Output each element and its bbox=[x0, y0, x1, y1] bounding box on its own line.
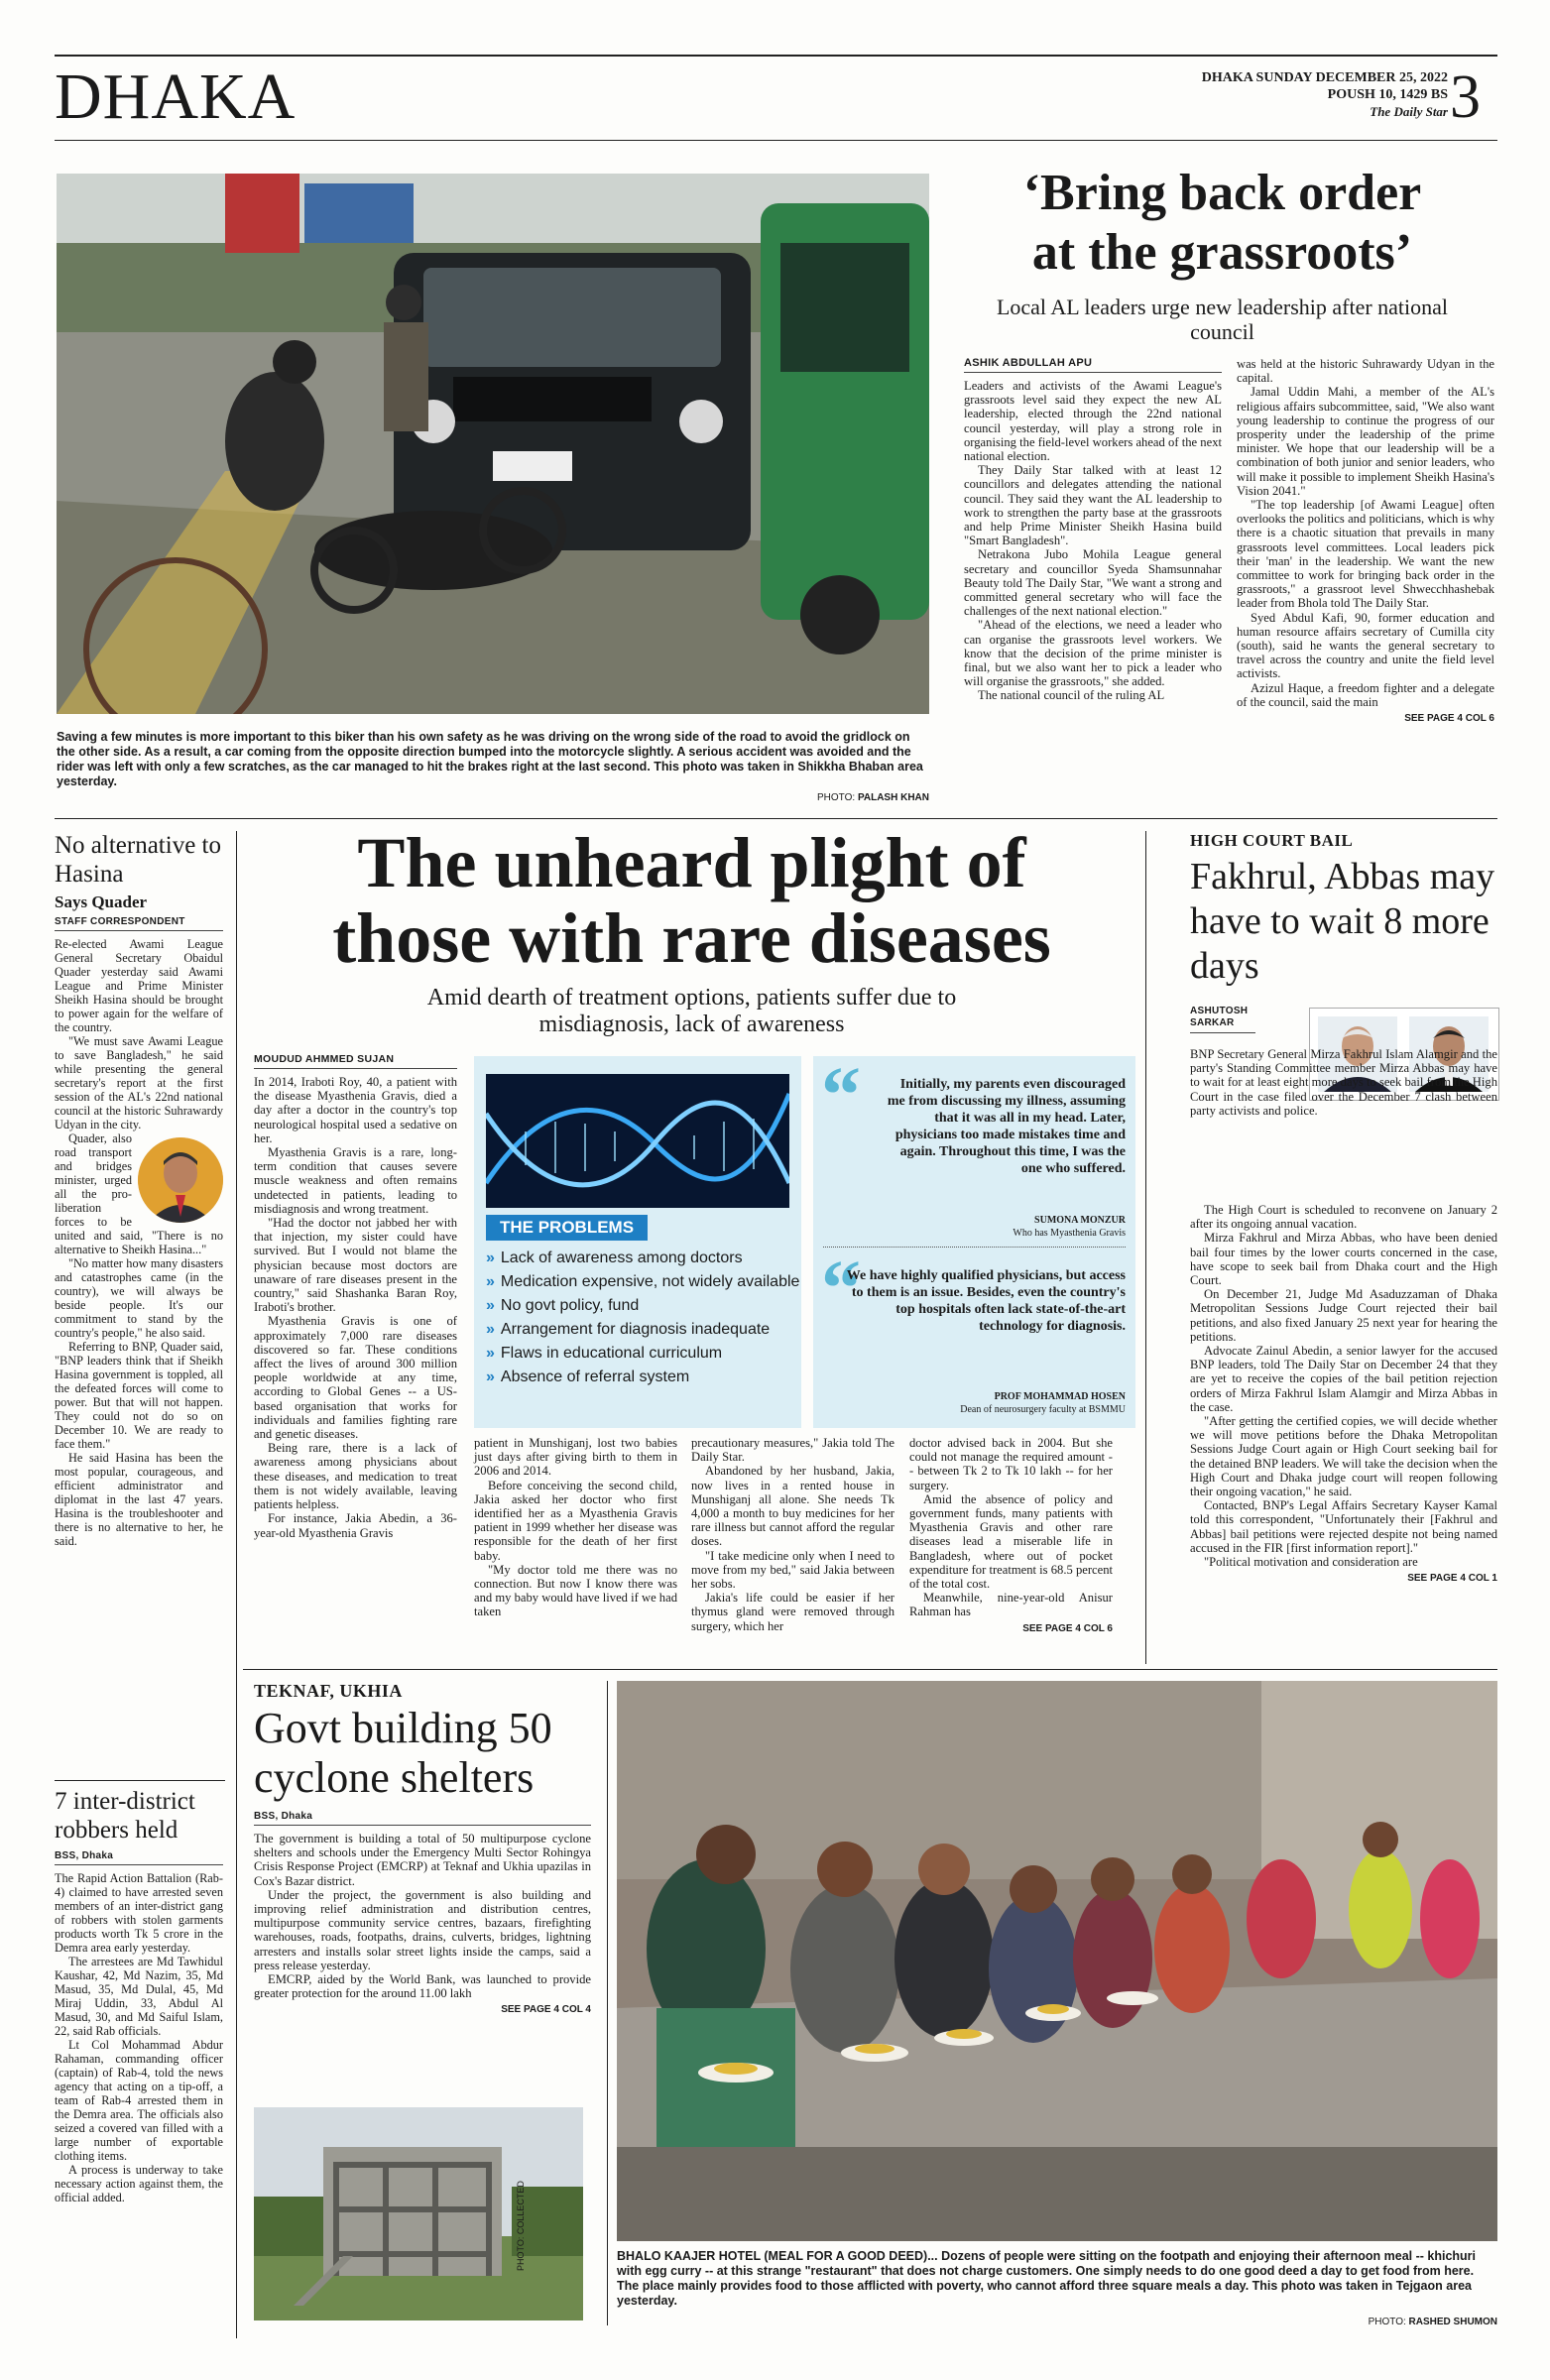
paragraph: "The top leadership [of Awami League] often overlooks the politics and politicians, which is why there is a chaotic situation that prevails in many grassroots level committees. Local leaders pick their 'man' in the leadership. We want the new committee to work for bringing back order in the grassroots," a grassroot level Shwecchhashebak leader from Bhola told The Daily Star. bbox=[1237, 498, 1494, 611]
paragraph: Jamal Uddin Mahi, a member of the AL's religious affairs subcommittee, said, "We also want young leadership to continue the progress of our prosperity under the leadership of the prime minister. We hope that our leadership will be a combination of both junior and senior leaders, who will make it possible to implement Sheikh Hasina's Vision 2041." bbox=[1237, 385, 1494, 498]
left-column-rule bbox=[236, 831, 237, 2338]
fakhrul-text bbox=[1190, 1203, 1497, 1569]
problem-item: » Arrangement for diagnosis inadequate bbox=[486, 1321, 801, 1339]
quader-photo bbox=[138, 1137, 223, 1223]
paragraph: Amid the absence of policy and government funds, many patients with Myasthenia Gravis and other rare diseases lead a miserable life in Bangladesh, where out of pocket expenditure for treatment is 68.5 percent of the total cost. bbox=[909, 1491, 1113, 1592]
grassroots-col2 bbox=[1237, 357, 1494, 724]
quote-mark-icon: “ bbox=[821, 1052, 861, 1139]
traffic-photo-caption: Saving a few minutes is more important to this biker than his own safety as he was driving on the wrong side of the road to avoid the gridlock on the other side. As a result, a car coming from the opposite direction bumped into the motorcycle slightly. A serious accident was avoided and the rider was left with only a few scratches, as the car managed to hit the brakes right at the last second. This photo was taken in Shikkha Bhaban area yesterday. bbox=[57, 730, 923, 788]
quote-1-name: SUMONA MONZUR bbox=[1034, 1215, 1126, 1226]
quote-1: Initially, my parents even discouraged me from discussing my illness, assuming that it was all in my head. Later, physicians too made mistakes time and again. Throughout this time, I was the one who suffered. bbox=[887, 1077, 1126, 1176]
paragraph: Contacted, BNP's Legal Affairs Secretary Kayser Kamal told this correspondent, "Unfortunately their [Fakhrul and Abbas] bail petitions were rejected despite not being named accused in the FIR [first information report]." bbox=[1190, 1498, 1497, 1555]
quader-headline: No alternative to Hasina bbox=[55, 832, 221, 888]
bangla-date: POUSH 10, 1429 BS bbox=[1327, 87, 1448, 102]
rare-headline-line2: those with rare diseases bbox=[332, 898, 1051, 978]
rare-col2-text bbox=[474, 1436, 677, 1619]
section-title: DHAKA bbox=[55, 60, 297, 133]
paragraph: They Daily Star talked with at least 12 councillors and delegates attending the national council. They said they want the AL leadership to work to strengthen the party base at the grassroots and help Prime Minister Sheikh Hasina build "Smart Bangladesh". bbox=[964, 463, 1222, 548]
paragraph: patient in Munshiganj, lost two babies just days after giving birth to them in 2006 and 2014. bbox=[474, 1436, 677, 1479]
grassroots-headline-line1: ‘Bring back order bbox=[1022, 165, 1422, 221]
rare-deck: Amid dearth of treatment options, patients suffer due to misdiagnosis, lack of awareness bbox=[426, 985, 957, 1037]
paragraph: Under the project, the government is also building and improving relief administration and distribution centres, multipurpose community service centres, bazaars, firefighting warehouses, roads, footpaths, drains, culverts, bridges, lightning arresters and installs solar street lights inside the camps, said a press release yesterday. bbox=[254, 1887, 591, 1972]
quote-mark-icon: “ bbox=[821, 1246, 861, 1333]
cyclone-story bbox=[254, 1681, 591, 2015]
quote-2-name: PROF MOHAMMAD HOSEN bbox=[994, 1391, 1126, 1402]
robbers-text bbox=[55, 1871, 223, 2204]
paragraph: Leaders and activists of the Awami League's grassroots level said they expect the new AL leadership, elected through the 22nd national council yesterday, will play a strong role in organising the field-level workers ahead of the next national election. bbox=[964, 379, 1222, 464]
quader-byline: STAFF CORRESPONDENT bbox=[55, 916, 223, 931]
quote-2: We have highly qualified physicians, but access to them is an issue. Besides, even the country's top hospitals often lack state-of-the-art technology for diagnosis. bbox=[846, 1268, 1126, 1334]
mid-rule bbox=[55, 818, 1497, 819]
paragraph: The national council of the ruling AL bbox=[978, 688, 1165, 703]
paragraph: Referring to BNP, Quader said, "BNP leaders think that if Sheikh Hasina government is toppled, all the defeated forces will come to power. But that will not happen. They could not do so on December 10. We are ready to face them." bbox=[55, 1340, 223, 1451]
quader-portrait-illustration bbox=[138, 1137, 223, 1223]
paragraph: A process is underway to take necessary action against them, the official added. bbox=[55, 2163, 223, 2204]
shelter-photo bbox=[254, 2107, 583, 2320]
problem-item: » Absence of referral system bbox=[486, 1368, 801, 1386]
cyclone-byline: BSS, Dhaka bbox=[254, 1811, 591, 1826]
paragraph: Lt Col Mohammad Abdur Rahaman, commanding officer (captain) of Rab-4, told the news agency that acting on a tip-off, a team of Rab-4 arrested them in the Demra area. The officials also seized a covered van filled with a large number of exportable clothing items. bbox=[55, 2038, 223, 2163]
paragraph: Myasthenia Gravis is a rare, long-term condition that causes severe muscle weakness and often remains undetected in patients, leading to misdiagnosis and wrong treatment. bbox=[254, 1145, 457, 1216]
rare-col1-text bbox=[254, 1075, 457, 1540]
paragraph: Myasthenia Gravis is one of approximately 7,000 rare diseases discovered so far. These conditions affect the lives of around 300 million people worldwide at any time, according to Global Genes -- a US-based organisation that works for individuals and families fighting rare and genetic diseases. bbox=[254, 1314, 457, 1442]
quotes-box bbox=[813, 1052, 1135, 1428]
shelter-photo-illustration bbox=[254, 2107, 583, 2320]
paragraph: Abandoned by her husband, Jakia, now lives in a rented house in Munshiganj all alone. She needs Tk 4,000 a month to buy medicines for her rare illness but cannot afford the regular doses. bbox=[691, 1464, 894, 1549]
paragraph: Azizul Haque, a freedom fighter and a delegate of the council, said the main bbox=[1237, 680, 1494, 709]
top-rule bbox=[55, 55, 1497, 57]
rare-col1 bbox=[254, 1053, 457, 1540]
rare-col3 bbox=[691, 1436, 894, 1633]
paragraph: "We must save Awami League to save Bangladesh," he said while presenting the general secretary's report at the first session of the AL's 22nd national council at the historic Suhrawardy Udyan in the city. bbox=[55, 1034, 223, 1131]
paragraph: "After getting the certified copies, we will decide whether we will move petitions before the Dhaka Metropolitan Sessions Judge Court again or High Court seeking bail for the detained BNP leaders. We will take the decision when the High Court and Dhaka judge court will reopen following their ongoing vacation," he said. bbox=[1190, 1414, 1497, 1499]
date-block bbox=[1111, 69, 1448, 120]
paragraph: was held at the historic Suhrawardy Udyan in the capital. bbox=[1237, 357, 1494, 386]
cyclone-rule bbox=[607, 1681, 608, 2325]
problems-box bbox=[474, 1056, 801, 1428]
hotel-photo-illustration bbox=[617, 1681, 1497, 2241]
problem-item: » Flaws in educational curriculum bbox=[486, 1345, 801, 1363]
traffic-photo bbox=[57, 174, 929, 714]
quote-1-role: Who has Myasthenia Gravis bbox=[1013, 1228, 1126, 1239]
paragraph: "No matter how many disasters and catastrophes came (in the country), we will always be beside people. It's our commitment to stand by the country's people," he also said. bbox=[55, 1256, 223, 1340]
quader-text bbox=[55, 937, 223, 1548]
grassroots-col2-text bbox=[1237, 357, 1494, 709]
quader-story bbox=[55, 831, 223, 1548]
date-line: DHAKA SUNDAY DECEMBER 25, 2022 bbox=[1201, 70, 1448, 85]
credit-label: PHOTO: bbox=[817, 792, 856, 803]
robbers-story bbox=[55, 1787, 223, 2204]
problem-item: » Medication expensive, not widely available bbox=[486, 1273, 801, 1291]
fakhrul-story bbox=[1190, 831, 1497, 1118]
paragraph: He said Hasina has been the most popular, courageous, and efficient administrator and diplomat in the last 47 years. Hasina is the troubleshooter and there is no alternative to her, he said. bbox=[55, 1451, 223, 1548]
dna-image bbox=[486, 1074, 789, 1208]
grassroots-byline: ASHIK ABDULLAH APU bbox=[964, 357, 1222, 373]
rare-headline-line1: The unheard plight of bbox=[357, 823, 1026, 902]
paragraph: "Ahead of the elections, we need a leader who can organise the grassroots level workers. We know that the decision of the prime minister is final, but we also want her to pick a leader who will organise the grassroots," she added. bbox=[964, 618, 1222, 689]
paragraph: In 2014, Iraboti Roy, 40, a patient with the disease Myasthenia Gravis, died a day after a doctor in the country's top neurological hospital used a sedative on her. bbox=[254, 1075, 457, 1145]
fakhrul-kicker: HIGH COURT BAIL bbox=[1190, 831, 1354, 850]
cyclone-headline bbox=[254, 1704, 591, 1803]
problems-title: THE PROBLEMS bbox=[486, 1215, 648, 1241]
quader-subhead: Says Quader bbox=[55, 892, 148, 911]
paragraph: Before conceiving the second child, Jakia asked her doctor who first identified her as a Myasthenia Gravis patient in 1999 whether her disease was responsible for the death of her first baby. bbox=[474, 1478, 677, 1563]
quader-divider bbox=[55, 1780, 225, 1781]
cyclone-text bbox=[254, 1832, 591, 2000]
paragraph: Jakia's life could be easier if her thymus gland were removed through surgery, which her bbox=[691, 1591, 894, 1633]
cyclone-headline-line1: Govt building 50 bbox=[254, 1704, 552, 1752]
right-column-rule bbox=[1145, 831, 1146, 1664]
fakhrul-headline: Fakhrul, Abbas may have to wait 8 more days bbox=[1190, 856, 1495, 987]
cyclone-kicker: TEKNAF, UKHIA bbox=[254, 1681, 403, 1701]
traffic-photo-credit bbox=[694, 792, 929, 803]
hotel-photo-credit bbox=[1289, 2317, 1497, 2327]
credit-label: PHOTO: bbox=[1368, 2317, 1406, 2327]
rare-byline: MOUDUD AHMMED SUJAN bbox=[254, 1053, 457, 1069]
paragraph: The government is building a total of 50 multipurpose cyclone shelters and schools under the Emergency Multi Sector Rohingya Crisis Response Project (EMCRP) at Teknaf and Ukhia upazilas in Cox's Bazar district. bbox=[254, 1832, 591, 1888]
paragraph: EMCRP, aided by the World Bank, was launched to provide greater protection for the around 11.00 lakh bbox=[254, 1972, 591, 2001]
paragraph: The arrestees are Md Tawhidul Kaushar, 42, Md Nazim, 35, Md Masud, 35, Md Dulal, 45, Md Miraj Uddin, 33, Abdul Al Masud, 30, and Md Saiful Islam, 22, said Rab officials. bbox=[55, 1955, 223, 2038]
grassroots-headline bbox=[947, 164, 1497, 283]
fakhrul-byline: ASHUTOSH SARKAR bbox=[1190, 1006, 1255, 1033]
paragraph: For instance, Jakia Abedin, a 36-year-old Myasthenia Gravis bbox=[254, 1511, 457, 1540]
paragraph: "Had the doctor not jabbed her with that injection, my sister could have survived. But I would not blame the physician because most doctors are unaware of rare diseases present in the country," said Shashanka Baran Roy, Iraboti's brother. bbox=[254, 1216, 457, 1315]
paper-name: The Daily Star bbox=[1370, 104, 1448, 119]
paragraph: Syed Abdul Kafi, 90, former education and human resource affairs secretary of Cumilla city (south), said he wants the general secretary to travel across the country and unite the field level activists. bbox=[1237, 610, 1494, 681]
quote-divider bbox=[823, 1247, 1126, 1248]
lower-rule bbox=[243, 1669, 1497, 1670]
hotel-photo bbox=[617, 1681, 1497, 2241]
fakhrul-body bbox=[1190, 1203, 1497, 1584]
paragraph: Mirza Fakhrul and Mirza Abbas, who have been denied bail four times by the lower courts concerned in the case, have scope to seek bail from Dhaka court and the High Court. bbox=[1190, 1231, 1497, 1288]
fakhrul-lead: BNP Secretary General Mirza Fakhrul Islam Alamgir and the party's Standing Committee member Mirza Abbas may have to wait for at least eight more days to seek bail from the High Court in the case filed over the December 7 clash between party activists and police. bbox=[1190, 1047, 1497, 1118]
rare-jump[interactable]: SEE PAGE 4 COL 6 bbox=[1022, 1622, 1113, 1634]
grassroots-col1 bbox=[964, 357, 1222, 703]
paragraph: doctor advised back in 2004. But she could not manage the required amount -- between Tk 2 to Tk 10 lakh -- for her surgery. bbox=[909, 1436, 1113, 1492]
paragraph: "My doctor told me there was no connection. But now I know there was and my baby would have lived if we had taken bbox=[474, 1562, 677, 1619]
rare-headline bbox=[248, 825, 1135, 976]
rare-col3-text bbox=[691, 1436, 894, 1633]
grassroots-jump[interactable]: SEE PAGE 4 COL 6 bbox=[1404, 713, 1494, 725]
problem-item: » Lack of awareness among doctors bbox=[486, 1250, 801, 1267]
paragraph: Quader, also road transport and bridges minister, urged all the pro-liberation forces to be united and said, "There is no alternative to Sheikh Hasina..." bbox=[55, 1131, 223, 1256]
robbers-headline: 7 inter-district robbers held bbox=[55, 1788, 195, 1844]
paragraph: Advocate Zainul Abedin, a senior lawyer for the accused BNP leaders, told The Daily Star on December 24 that they are yet to receive the copies of the bail petition rejection orders of Mirza Fakhrul Islam Alamgir and Mirza Abbas in the case. bbox=[1190, 1344, 1497, 1414]
grassroots-headline-line2: at the grassroots’ bbox=[1031, 224, 1413, 281]
robbers-byline: BSS, Dhaka bbox=[55, 1850, 223, 1865]
problem-item: » No govt policy, fund bbox=[486, 1297, 801, 1315]
paragraph: Re-elected Awami League General Secretary Obaidul Quader yesterday said Awami League and Prime Minister Sheikh Hasina should be brought to power again for the welfare of the country. bbox=[55, 937, 223, 1034]
credit-name: PALASH KHAN bbox=[857, 792, 929, 803]
credit-name: RASHED SHUMON bbox=[1408, 2317, 1497, 2327]
hotel-photo-caption: BHALO KAAJER HOTEL (MEAL FOR A GOOD DEED)... Dozens of people were sitting on the footpath and enjoying their afternoon meal -- khichuri with egg curry -- at this strange "restaurant" that does not charge customers. One simply needs to do one good deed a day to get food from here. The place mainly provides food to those afflicted with poverty, who cannot afford three square meals a day. This photo was taken in Tejgaon area yesterday. bbox=[617, 2249, 1477, 2308]
paragraph: Meanwhile, nine-year-old Anisur Rahman has bbox=[909, 1591, 1113, 1619]
page-number: 3 bbox=[1450, 63, 1481, 131]
shelter-photo-credit: PHOTO: COLLECTED bbox=[516, 2181, 526, 2271]
grassroots-col1-text bbox=[964, 379, 1222, 703]
paragraph: The Rapid Action Battalion (Rab-4) claimed to have arrested seven members of an inter-district gang of robbers with stolen garments products worth Tk 5 crore in the Demra area early yesterday. bbox=[55, 1871, 223, 1955]
cyclone-jump[interactable]: SEE PAGE 4 COL 4 bbox=[501, 2004, 591, 2016]
rare-col4-text bbox=[909, 1436, 1113, 1619]
paragraph: Netrakona Jubo Mohila League general secretary and councillor Syeda Shamsunnahar Beauty told The Daily Star, "We want a strong and committed general secretary who will face the challenges of the next national election." bbox=[964, 547, 1222, 619]
problems-list bbox=[474, 1250, 801, 1392]
fakhrul-jump[interactable]: SEE PAGE 4 COL 1 bbox=[1407, 1573, 1497, 1585]
dna-helix-illustration bbox=[486, 1074, 789, 1208]
paragraph: "I take medicine only when I need to move from my bed," said Jakia between her sobs. bbox=[691, 1548, 894, 1592]
paragraph: The High Court is scheduled to reconvene on January 2 after its ongoing annual vacation. bbox=[1190, 1203, 1497, 1232]
paragraph: precautionary measures," Jakia told The Daily Star. bbox=[691, 1436, 894, 1465]
grassroots-deck: Local AL leaders urge new leadership after national council bbox=[996, 295, 1449, 344]
quote-2-role: Dean of neurosurgery faculty at BSMMU bbox=[960, 1404, 1126, 1415]
rare-col4 bbox=[909, 1436, 1113, 1634]
paragraph: On December 21, Judge Md Asaduzzaman of Dhaka Metropolitan Sessions Judge Court rejected their bail petitions, and also fixed January 25 next year for hearing the petitions. bbox=[1190, 1287, 1497, 1344]
masthead-rule bbox=[55, 140, 1497, 141]
cyclone-headline-line2: cyclone shelters bbox=[254, 1753, 535, 1802]
traffic-photo-illustration bbox=[57, 174, 929, 714]
rare-col2 bbox=[474, 1436, 677, 1619]
paragraph: Being rare, there is a lack of awareness among physicians about these diseases, and medication to treat them is not widely available, leaving patients helpless. bbox=[254, 1441, 457, 1512]
paragraph: "Political motivation and consideration are bbox=[1204, 1555, 1418, 1570]
